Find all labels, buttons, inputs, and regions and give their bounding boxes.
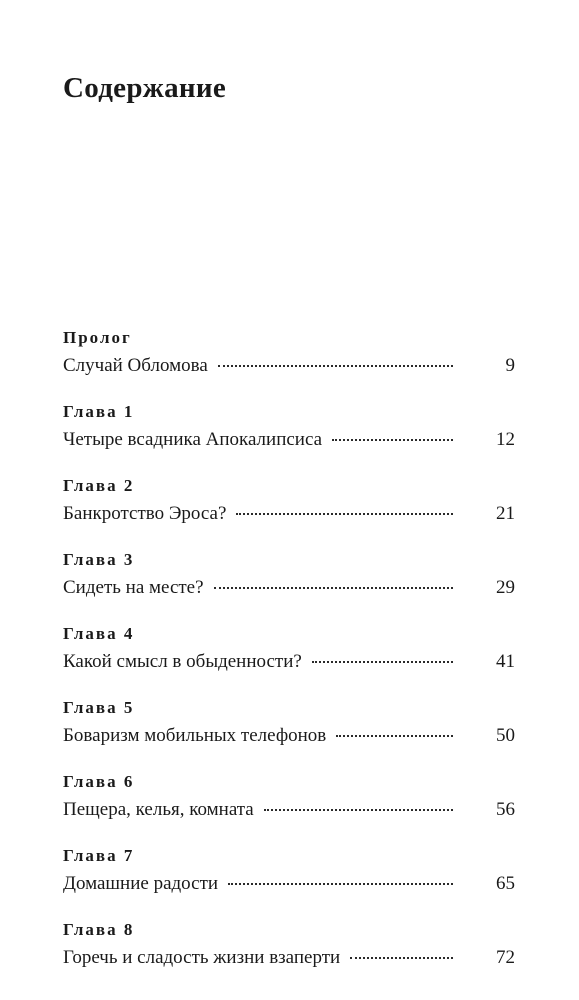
toc-entry xyxy=(63,353,515,379)
entry-title: Горечь и сладость жизни взаперти xyxy=(63,947,341,968)
entry-title: Домашние радости xyxy=(63,873,219,894)
entry-title: Банкротство Эроса? xyxy=(63,503,227,524)
toc-entry xyxy=(63,649,515,675)
entry-title: Четыре всадника Апокалипсиса xyxy=(63,429,323,450)
page-number: 9 xyxy=(505,355,515,376)
section-label: Глава 3 xyxy=(63,550,135,569)
page-number: 12 xyxy=(496,429,515,450)
page-number: 56 xyxy=(496,799,515,820)
page-number: 72 xyxy=(496,947,515,968)
toc-entry xyxy=(63,575,515,601)
dot-leader xyxy=(264,808,453,811)
section-label: Глава 7 xyxy=(63,846,135,865)
dot-leader xyxy=(312,660,453,663)
section-label: Глава 8 xyxy=(63,920,135,939)
toc-section-chapter-8 xyxy=(63,919,515,971)
table-of-contents xyxy=(63,327,515,971)
entry-title: Какой смысл в обыденности? xyxy=(63,651,302,672)
entry-title: Пещера, келья, комната xyxy=(63,799,254,820)
toc-entry xyxy=(63,723,515,749)
toc-section-chapter-5 xyxy=(63,697,515,749)
section-label: Глава 2 xyxy=(63,476,135,495)
dot-leader xyxy=(218,364,453,367)
entry-title: Случай Обломова xyxy=(63,355,208,376)
toc-section-chapter-1 xyxy=(63,401,515,453)
entry-title: Сидеть на месте? xyxy=(63,577,204,598)
page-number: 65 xyxy=(496,873,515,894)
page-number: 29 xyxy=(496,577,515,598)
page-title: Содержание xyxy=(63,72,227,104)
toc-section-chapter-3 xyxy=(63,549,515,601)
toc-entry xyxy=(63,501,515,527)
toc-section-chapter-7 xyxy=(63,845,515,897)
toc-section-prologue xyxy=(63,327,515,379)
entry-title: Боваризм мобильных телефонов xyxy=(63,725,327,746)
toc-entry xyxy=(63,427,515,453)
toc-section-chapter-6 xyxy=(63,771,515,823)
dot-leader xyxy=(236,512,453,515)
page-number: 21 xyxy=(496,503,515,524)
toc-entry xyxy=(63,871,515,897)
section-label: Глава 1 xyxy=(63,402,135,421)
toc-section-chapter-4 xyxy=(63,623,515,675)
dot-leader xyxy=(332,438,453,441)
section-label: Глава 6 xyxy=(63,772,135,791)
section-label: Глава 4 xyxy=(63,624,135,643)
page-number: 50 xyxy=(496,725,515,746)
dot-leader xyxy=(336,734,453,737)
dot-leader xyxy=(350,956,453,959)
page-number: 41 xyxy=(496,651,515,672)
toc-section-chapter-2 xyxy=(63,475,515,527)
section-label: Глава 5 xyxy=(63,698,135,717)
section-label: Пролог xyxy=(63,328,132,347)
toc-entry xyxy=(63,945,515,971)
dot-leader xyxy=(228,882,453,885)
dot-leader xyxy=(214,586,453,589)
toc-entry xyxy=(63,797,515,823)
